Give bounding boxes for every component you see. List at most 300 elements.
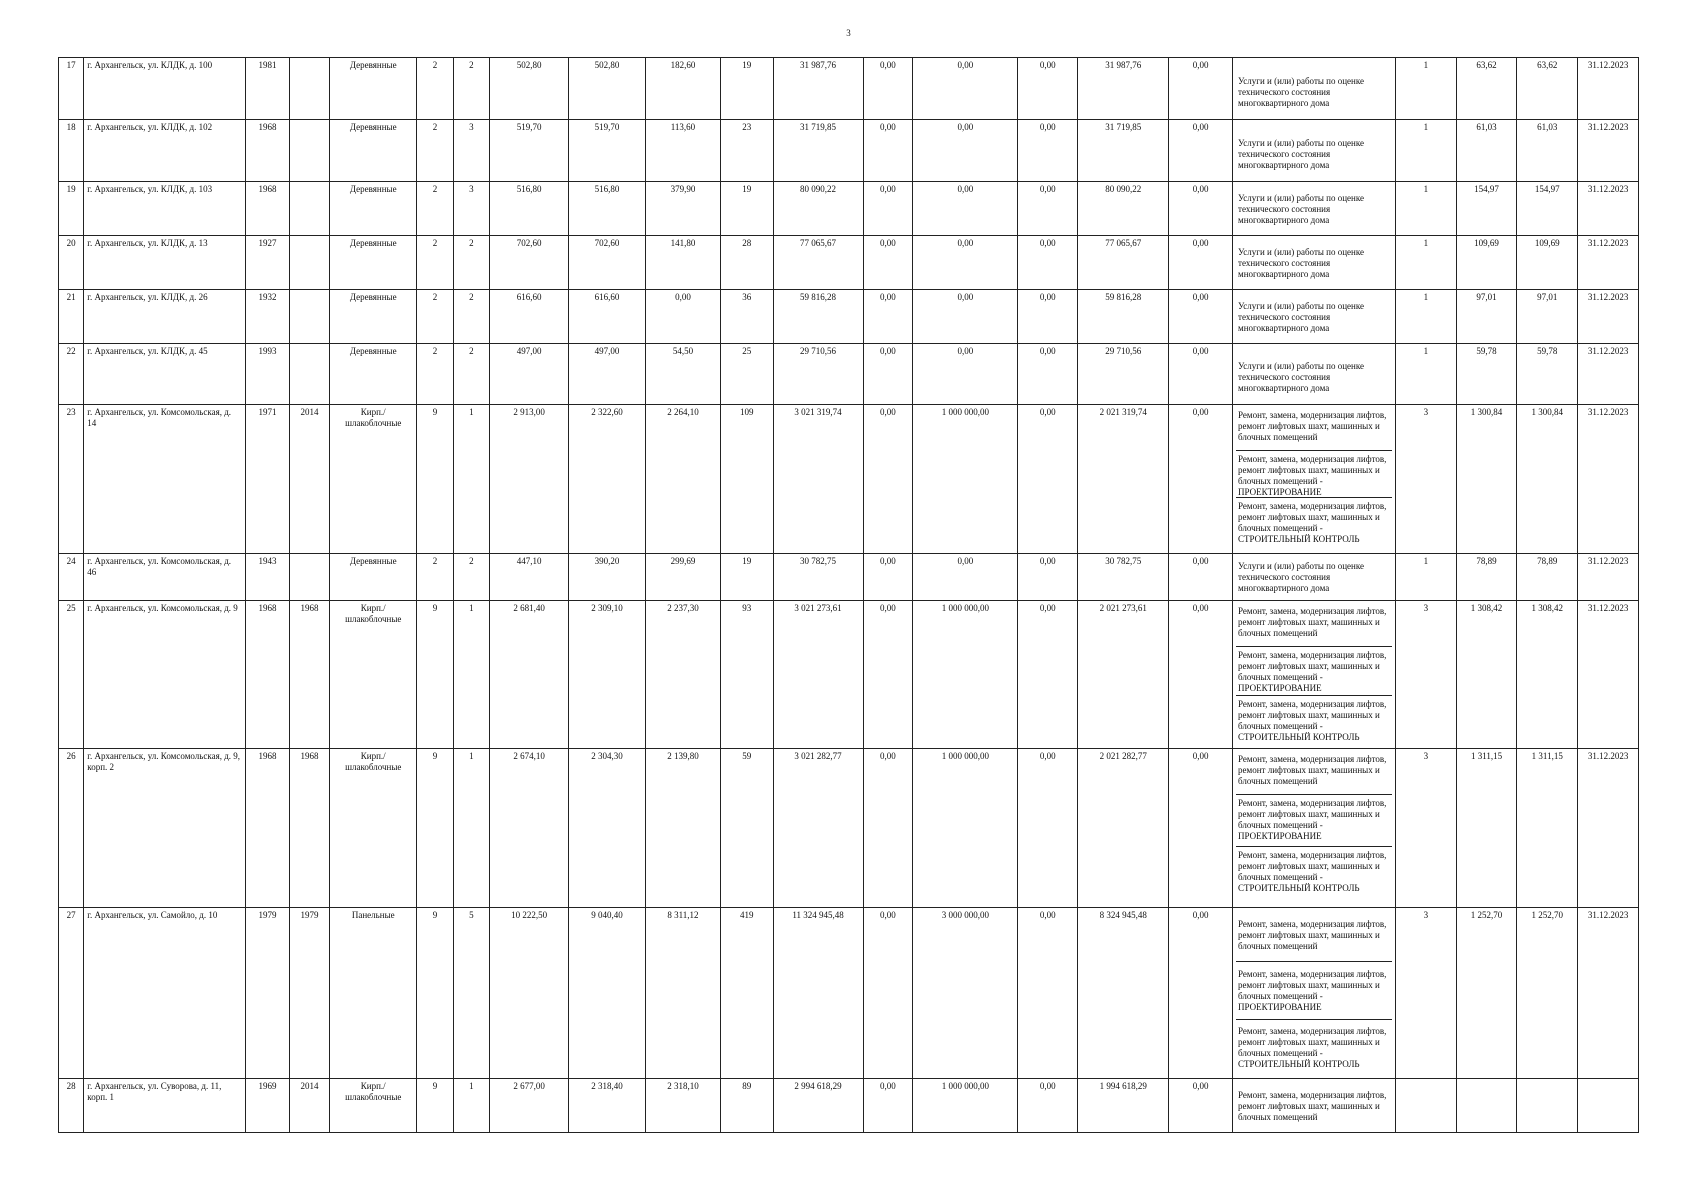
unit-cost-cell: 1 308,42 [1456, 601, 1517, 749]
work-item [1236, 647, 1392, 696]
unit-cost-cell: 1 252,70 [1456, 908, 1517, 1079]
address-cell: г. Архангельск, ул. КЛДК, д. 103 [84, 182, 246, 236]
floors-count-cell: 9 [417, 405, 453, 554]
area-total-cell: 702,60 [490, 236, 569, 290]
work-item [1236, 292, 1392, 341]
fund-owners-cell: 2 021 273,61 [1078, 601, 1169, 749]
fund-local-cell: 0,00 [1018, 601, 1078, 749]
work-type-label: Услуги и (или) работы по оценке технического состояния многоквартирного дома [1238, 246, 1365, 279]
cost-total-cell: 31 719,85 [773, 120, 863, 182]
table-row [59, 554, 1639, 601]
entrances-count-cell: 5 [453, 908, 489, 1079]
register-body [59, 58, 1639, 1133]
address-cell: г. Архангельск, ул. Комсомольская, д. 9, корп. 2 [84, 749, 246, 908]
area-residential-cell: 299,69 [646, 554, 721, 601]
year-built-cell: 1968 [246, 749, 290, 908]
area-residential-cell: 0,00 [646, 290, 721, 344]
year-reconstruction-cell [289, 58, 329, 120]
count-cell: 1 [1395, 120, 1456, 182]
work-item [1236, 962, 1392, 1020]
work-item [1236, 498, 1392, 551]
year-built-cell: 1981 [246, 58, 290, 120]
fund-regional-cell: 0,00 [913, 290, 1018, 344]
unit-cost-cell: 109,69 [1456, 236, 1517, 290]
address-cell: г. Архангельск, ул. КЛДК, д. 13 [84, 236, 246, 290]
fund-federal-cell: 0,00 [863, 290, 913, 344]
work-type-label: Ремонт, замена, модернизация лифтов, ремонт лифтовых шахт, машинных и блочных помещений [1238, 606, 1387, 638]
residents-count-cell: 23 [720, 120, 773, 182]
row-number-cell: 20 [59, 236, 84, 290]
count-cell [1395, 1079, 1456, 1133]
area-premises-cell: 2 322,60 [569, 405, 646, 554]
area-residential-cell: 2 237,30 [646, 601, 721, 749]
table-row [59, 236, 1639, 290]
unit-cost-max-cell: 59,78 [1517, 344, 1578, 405]
wall-material-cell: Деревянные [330, 182, 417, 236]
area-total-cell: 2 913,00 [490, 405, 569, 554]
deadline-cell: 31.12.2023 [1578, 236, 1639, 290]
work-type-cell [1233, 405, 1396, 554]
deadline-cell: 31.12.2023 [1578, 120, 1639, 182]
year-reconstruction-cell: 2014 [289, 1079, 329, 1133]
fund-regional-cell: 0,00 [913, 554, 1018, 601]
year-reconstruction-cell [289, 236, 329, 290]
work-type-cell [1233, 58, 1396, 120]
fund-regional-cell: 0,00 [913, 344, 1018, 405]
unit-cost-max-cell: 61,03 [1517, 120, 1578, 182]
wall-material-cell: Деревянные [330, 58, 417, 120]
residents-count-cell: 28 [720, 236, 773, 290]
row-number-cell: 22 [59, 344, 84, 405]
fund-owners-cell: 8 324 945,48 [1078, 908, 1169, 1079]
area-total-cell: 519,70 [490, 120, 569, 182]
work-item [1236, 696, 1392, 746]
year-built-cell: 1969 [246, 1079, 290, 1133]
work-type-label: Ремонт, замена, модернизация лифтов, ремонт лифтовых шахт, машинных и блочных помещений [1238, 919, 1387, 951]
entrances-count-cell: 3 [453, 182, 489, 236]
year-reconstruction-cell: 1979 [289, 908, 329, 1079]
area-total-cell: 10 222,50 [490, 908, 569, 1079]
floors-count-cell: 2 [417, 554, 453, 601]
fund-owners-cell: 59 816,28 [1078, 290, 1169, 344]
area-residential-cell: 2 318,10 [646, 1079, 721, 1133]
work-type-cell [1233, 1079, 1396, 1133]
fund-regional-cell: 0,00 [913, 236, 1018, 290]
area-residential-cell: 2 264,10 [646, 405, 721, 554]
fund-federal-cell: 0,00 [863, 58, 913, 120]
residents-count-cell: 19 [720, 58, 773, 120]
unit-cost-max-cell: 97,01 [1517, 290, 1578, 344]
area-residential-cell: 182,60 [646, 58, 721, 120]
table-row [59, 601, 1639, 749]
work-item [1236, 910, 1392, 962]
fund-other-cell: 0,00 [1169, 236, 1233, 290]
fund-federal-cell: 0,00 [863, 908, 913, 1079]
work-item [1236, 451, 1392, 498]
fund-local-cell: 0,00 [1018, 344, 1078, 405]
fund-owners-cell: 2 021 282,77 [1078, 749, 1169, 908]
table-row [59, 1079, 1639, 1133]
area-total-cell: 516,80 [490, 182, 569, 236]
deadline-cell: 31.12.2023 [1578, 58, 1639, 120]
year-built-cell: 1968 [246, 182, 290, 236]
work-type-label: Услуги и (или) работы по оценке технического состояния многоквартирного дома [1238, 75, 1365, 108]
fund-owners-cell: 1 994 618,29 [1078, 1079, 1169, 1133]
cost-total-cell: 31 987,76 [773, 58, 863, 120]
fund-local-cell: 0,00 [1018, 554, 1078, 601]
fund-local-cell: 0,00 [1018, 405, 1078, 554]
year-built-cell: 1993 [246, 344, 290, 405]
area-total-cell: 2 681,40 [490, 601, 569, 749]
wall-material-cell: Деревянные [330, 290, 417, 344]
area-premises-cell: 702,60 [569, 236, 646, 290]
residents-count-cell: 109 [720, 405, 773, 554]
count-cell: 3 [1395, 749, 1456, 908]
count-cell: 1 [1395, 182, 1456, 236]
area-premises-cell: 2 304,30 [569, 749, 646, 908]
capital-repair-register-table [58, 57, 1639, 1133]
year-reconstruction-cell [289, 120, 329, 182]
work-item [1236, 60, 1392, 117]
work-item [1236, 847, 1392, 905]
deadline-cell [1578, 1079, 1639, 1133]
wall-material-cell: Кирп./ шлакоблочные [330, 1079, 417, 1133]
count-cell: 3 [1395, 908, 1456, 1079]
residents-count-cell: 419 [720, 908, 773, 1079]
fund-regional-cell: 1 000 000,00 [913, 405, 1018, 554]
unit-cost-max-cell: 1 252,70 [1517, 908, 1578, 1079]
row-number-cell: 18 [59, 120, 84, 182]
year-built-cell: 1932 [246, 290, 290, 344]
row-number-cell: 23 [59, 405, 84, 554]
area-total-cell: 616,60 [490, 290, 569, 344]
row-number-cell: 19 [59, 182, 84, 236]
area-total-cell: 2 674,10 [490, 749, 569, 908]
year-reconstruction-cell [289, 182, 329, 236]
unit-cost-cell: 1 300,84 [1456, 405, 1517, 554]
year-built-cell: 1971 [246, 405, 290, 554]
address-cell: г. Архангельск, ул. Комсомольская, д. 9 [84, 601, 246, 749]
area-residential-cell: 379,90 [646, 182, 721, 236]
fund-federal-cell: 0,00 [863, 236, 913, 290]
fund-regional-cell: 0,00 [913, 120, 1018, 182]
work-item [1236, 346, 1392, 402]
floors-count-cell: 2 [417, 58, 453, 120]
fund-federal-cell: 0,00 [863, 749, 913, 908]
area-residential-cell: 141,80 [646, 236, 721, 290]
floors-count-cell: 9 [417, 601, 453, 749]
fund-other-cell: 0,00 [1169, 120, 1233, 182]
work-type-cell [1233, 290, 1396, 344]
wall-material-cell: Панельные [330, 908, 417, 1079]
table-row [59, 908, 1639, 1079]
address-cell: г. Архангельск, ул. КЛДК, д. 100 [84, 58, 246, 120]
fund-regional-cell: 1 000 000,00 [913, 601, 1018, 749]
count-cell: 1 [1395, 290, 1456, 344]
year-reconstruction-cell [289, 290, 329, 344]
work-type-cell [1233, 236, 1396, 290]
year-reconstruction-cell: 2014 [289, 405, 329, 554]
work-type-cell [1233, 344, 1396, 405]
row-number-cell: 28 [59, 1079, 84, 1133]
unit-cost-cell: 63,62 [1456, 58, 1517, 120]
entrances-count-cell: 2 [453, 236, 489, 290]
area-residential-cell: 113,60 [646, 120, 721, 182]
area-premises-cell: 516,80 [569, 182, 646, 236]
year-built-cell: 1968 [246, 120, 290, 182]
cost-total-cell: 2 994 618,29 [773, 1079, 863, 1133]
work-item [1236, 122, 1392, 179]
fund-owners-cell: 77 065,67 [1078, 236, 1169, 290]
year-built-cell: 1927 [246, 236, 290, 290]
unit-cost-max-cell: 78,89 [1517, 554, 1578, 601]
table-row [59, 182, 1639, 236]
fund-federal-cell: 0,00 [863, 554, 913, 601]
count-cell: 1 [1395, 344, 1456, 405]
fund-owners-cell: 80 090,22 [1078, 182, 1169, 236]
table-row [59, 290, 1639, 344]
fund-other-cell: 0,00 [1169, 908, 1233, 1079]
work-item [1236, 795, 1392, 847]
entrances-count-cell: 1 [453, 405, 489, 554]
area-premises-cell: 519,70 [569, 120, 646, 182]
work-item [1236, 407, 1392, 451]
entrances-count-cell: 2 [453, 344, 489, 405]
row-number-cell: 26 [59, 749, 84, 908]
fund-local-cell: 0,00 [1018, 1079, 1078, 1133]
area-total-cell: 447,10 [490, 554, 569, 601]
work-type-label: Услуги и (или) работы по оценке технического состояния многоквартирного дома [1238, 361, 1365, 393]
unit-cost-max-cell: 63,62 [1517, 58, 1578, 120]
table-row [59, 344, 1639, 405]
unit-cost-cell: 154,97 [1456, 182, 1517, 236]
page-number: 3 [846, 28, 851, 38]
floors-count-cell: 2 [417, 236, 453, 290]
cost-total-cell: 3 021 282,77 [773, 749, 863, 908]
entrances-count-cell: 2 [453, 58, 489, 120]
work-type-label: Ремонт, замена, модернизация лифтов, ремонт лифтовых шахт, машинных и блочных помещений - СТРОИТЕЛЬНЫЙ КОНТРОЛЬ [1238, 850, 1387, 893]
row-number-cell: 24 [59, 554, 84, 601]
entrances-count-cell: 1 [453, 601, 489, 749]
count-cell: 1 [1395, 58, 1456, 120]
unit-cost-cell: 97,01 [1456, 290, 1517, 344]
address-cell: г. Архангельск, ул. Комсомольская, д. 14 [84, 405, 246, 554]
unit-cost-max-cell: 109,69 [1517, 236, 1578, 290]
work-type-label: Ремонт, замена, модернизация лифтов, ремонт лифтовых шахт, машинных и блочных помещений - СТРОИТЕЛЬНЫЙ КОНТРОЛЬ [1238, 501, 1387, 544]
work-type-label: Услуги и (или) работы по оценке технического состояния многоквартирного дома [1238, 300, 1365, 333]
work-type-label: Ремонт, замена, модернизация лифтов, ремонт лифтовых шахт, машинных и блочных помещений - ПРОЕКТИРОВАНИЕ [1238, 968, 1387, 1012]
row-number-cell: 25 [59, 601, 84, 749]
fund-other-cell: 0,00 [1169, 601, 1233, 749]
residents-count-cell: 59 [720, 749, 773, 908]
work-type-cell [1233, 749, 1396, 908]
fund-other-cell: 0,00 [1169, 344, 1233, 405]
cost-total-cell: 3 021 273,61 [773, 601, 863, 749]
work-type-label: Ремонт, замена, модернизация лифтов, ремонт лифтовых шахт, машинных и блочных помещений - ПРОЕКТИРОВАНИЕ [1238, 798, 1387, 841]
work-item [1236, 184, 1392, 233]
unit-cost-max-cell [1517, 1079, 1578, 1133]
residents-count-cell: 93 [720, 601, 773, 749]
fund-other-cell: 0,00 [1169, 405, 1233, 554]
wall-material-cell: Деревянные [330, 554, 417, 601]
floors-count-cell: 9 [417, 749, 453, 908]
table-row [59, 120, 1639, 182]
row-number-cell: 21 [59, 290, 84, 344]
work-item [1236, 556, 1392, 598]
unit-cost-cell: 59,78 [1456, 344, 1517, 405]
area-premises-cell: 502,80 [569, 58, 646, 120]
table-row [59, 749, 1639, 908]
fund-other-cell: 0,00 [1169, 58, 1233, 120]
address-cell: г. Архангельск, ул. КЛДК, д. 45 [84, 344, 246, 405]
unit-cost-cell: 61,03 [1456, 120, 1517, 182]
work-type-cell [1233, 182, 1396, 236]
unit-cost-max-cell: 1 311,15 [1517, 749, 1578, 908]
fund-federal-cell: 0,00 [863, 601, 913, 749]
floors-count-cell: 9 [417, 908, 453, 1079]
fund-local-cell: 0,00 [1018, 749, 1078, 908]
deadline-cell: 31.12.2023 [1578, 290, 1639, 344]
year-reconstruction-cell [289, 344, 329, 405]
deadline-cell: 31.12.2023 [1578, 554, 1639, 601]
unit-cost-max-cell: 154,97 [1517, 182, 1578, 236]
floors-count-cell: 2 [417, 182, 453, 236]
cost-total-cell: 3 021 319,74 [773, 405, 863, 554]
area-residential-cell: 54,50 [646, 344, 721, 405]
deadline-cell: 31.12.2023 [1578, 182, 1639, 236]
area-residential-cell: 2 139,80 [646, 749, 721, 908]
residents-count-cell: 36 [720, 290, 773, 344]
residents-count-cell: 19 [720, 182, 773, 236]
fund-other-cell: 0,00 [1169, 290, 1233, 344]
address-cell: г. Архангельск, ул. КЛДК, д. 26 [84, 290, 246, 344]
wall-material-cell: Деревянные [330, 236, 417, 290]
fund-owners-cell: 31 719,85 [1078, 120, 1169, 182]
cost-total-cell: 80 090,22 [773, 182, 863, 236]
fund-regional-cell: 0,00 [913, 58, 1018, 120]
fund-regional-cell: 0,00 [913, 182, 1018, 236]
floors-count-cell: 9 [417, 1079, 453, 1133]
fund-federal-cell: 0,00 [863, 182, 913, 236]
work-type-label: Услуги и (или) работы по оценке технического состояния многоквартирного дома [1238, 561, 1365, 593]
cost-total-cell: 30 782,75 [773, 554, 863, 601]
wall-material-cell: Деревянные [330, 344, 417, 405]
fund-local-cell: 0,00 [1018, 236, 1078, 290]
unit-cost-cell [1456, 1079, 1517, 1133]
area-premises-cell: 390,20 [569, 554, 646, 601]
area-premises-cell: 9 040,40 [569, 908, 646, 1079]
fund-local-cell: 0,00 [1018, 182, 1078, 236]
fund-local-cell: 0,00 [1018, 58, 1078, 120]
wall-material-cell: Кирп./ шлакоблочные [330, 405, 417, 554]
count-cell: 3 [1395, 601, 1456, 749]
area-total-cell: 502,80 [490, 58, 569, 120]
deadline-cell: 31.12.2023 [1578, 601, 1639, 749]
work-item [1236, 1020, 1392, 1076]
fund-federal-cell: 0,00 [863, 1079, 913, 1133]
work-type-label: Ремонт, замена, модернизация лифтов, ремонт лифтовых шахт, машинных и блочных помещений - ПРОЕКТИРОВАНИЕ [1238, 650, 1387, 693]
fund-regional-cell: 1 000 000,00 [913, 1079, 1018, 1133]
count-cell: 3 [1395, 405, 1456, 554]
fund-owners-cell: 30 782,75 [1078, 554, 1169, 601]
fund-owners-cell: 31 987,76 [1078, 58, 1169, 120]
work-type-cell [1233, 554, 1396, 601]
wall-material-cell: Кирп./ шлакоблочные [330, 601, 417, 749]
work-type-label: Ремонт, замена, модернизация лифтов, ремонт лифтовых шахт, машинных и блочных помещений [1238, 754, 1387, 786]
year-reconstruction-cell: 1968 [289, 749, 329, 908]
fund-local-cell: 0,00 [1018, 120, 1078, 182]
work-type-label: Услуги и (или) работы по оценке технического состояния многоквартирного дома [1238, 137, 1365, 170]
residents-count-cell: 89 [720, 1079, 773, 1133]
floors-count-cell: 2 [417, 120, 453, 182]
fund-federal-cell: 0,00 [863, 344, 913, 405]
fund-local-cell: 0,00 [1018, 908, 1078, 1079]
fund-owners-cell: 29 710,56 [1078, 344, 1169, 405]
fund-regional-cell: 1 000 000,00 [913, 749, 1018, 908]
count-cell: 1 [1395, 554, 1456, 601]
floors-count-cell: 2 [417, 290, 453, 344]
area-total-cell: 2 677,00 [490, 1079, 569, 1133]
wall-material-cell: Кирп./ шлакоблочные [330, 749, 417, 908]
entrances-count-cell: 1 [453, 749, 489, 908]
unit-cost-cell: 1 311,15 [1456, 749, 1517, 908]
unit-cost-cell: 78,89 [1456, 554, 1517, 601]
table-row [59, 405, 1639, 554]
work-type-cell [1233, 908, 1396, 1079]
cost-total-cell: 59 816,28 [773, 290, 863, 344]
address-cell: г. Архангельск, ул. Суворова, д. 11, корп. 1 [84, 1079, 246, 1133]
area-residential-cell: 8 311,12 [646, 908, 721, 1079]
year-reconstruction-cell [289, 554, 329, 601]
fund-other-cell: 0,00 [1169, 182, 1233, 236]
work-type-cell [1233, 120, 1396, 182]
fund-federal-cell: 0,00 [863, 120, 913, 182]
work-item [1236, 603, 1392, 647]
residents-count-cell: 25 [720, 344, 773, 405]
area-premises-cell: 616,60 [569, 290, 646, 344]
work-type-label: Услуги и (или) работы по оценке технического состояния многоквартирного дома [1238, 192, 1365, 225]
work-item [1236, 751, 1392, 795]
unit-cost-max-cell: 1 300,84 [1517, 405, 1578, 554]
deadline-cell: 31.12.2023 [1578, 749, 1639, 908]
work-type-label: Ремонт, замена, модернизация лифтов, ремонт лифтовых шахт, машинных и блочных помещений - СТРОИТЕЛЬНЫЙ КОНТРОЛЬ [1238, 699, 1387, 742]
work-type-label: Ремонт, замена, модернизация лифтов, ремонт лифтовых шахт, машинных и блочных помещений - ПРОЕКТИРОВАНИЕ [1238, 454, 1387, 497]
entrances-count-cell: 2 [453, 290, 489, 344]
row-number-cell: 17 [59, 58, 84, 120]
table-row [59, 58, 1639, 120]
count-cell: 1 [1395, 236, 1456, 290]
entrances-count-cell: 1 [453, 1079, 489, 1133]
cost-total-cell: 29 710,56 [773, 344, 863, 405]
entrances-count-cell: 2 [453, 554, 489, 601]
deadline-cell: 31.12.2023 [1578, 344, 1639, 405]
row-number-cell: 27 [59, 908, 84, 1079]
area-premises-cell: 2 309,10 [569, 601, 646, 749]
unit-cost-max-cell: 1 308,42 [1517, 601, 1578, 749]
fund-owners-cell: 2 021 319,74 [1078, 405, 1169, 554]
fund-local-cell: 0,00 [1018, 290, 1078, 344]
fund-other-cell: 0,00 [1169, 749, 1233, 908]
deadline-cell: 31.12.2023 [1578, 908, 1639, 1079]
cost-total-cell: 77 065,67 [773, 236, 863, 290]
work-type-label: Ремонт, замена, модернизация лифтов, ремонт лифтовых шахт, машинных и блочных помещений - СТРОИТЕЛЬНЫЙ КОНТРОЛЬ [1238, 1026, 1387, 1069]
work-type-label: Ремонт, замена, модернизация лифтов, ремонт лифтовых шахт, машинных и блочных помещений [1238, 410, 1387, 442]
year-reconstruction-cell: 1968 [289, 601, 329, 749]
fund-regional-cell: 3 000 000,00 [913, 908, 1018, 1079]
address-cell: г. Архангельск, ул. КЛДК, д. 102 [84, 120, 246, 182]
area-premises-cell: 497,00 [569, 344, 646, 405]
work-item [1236, 1081, 1392, 1130]
